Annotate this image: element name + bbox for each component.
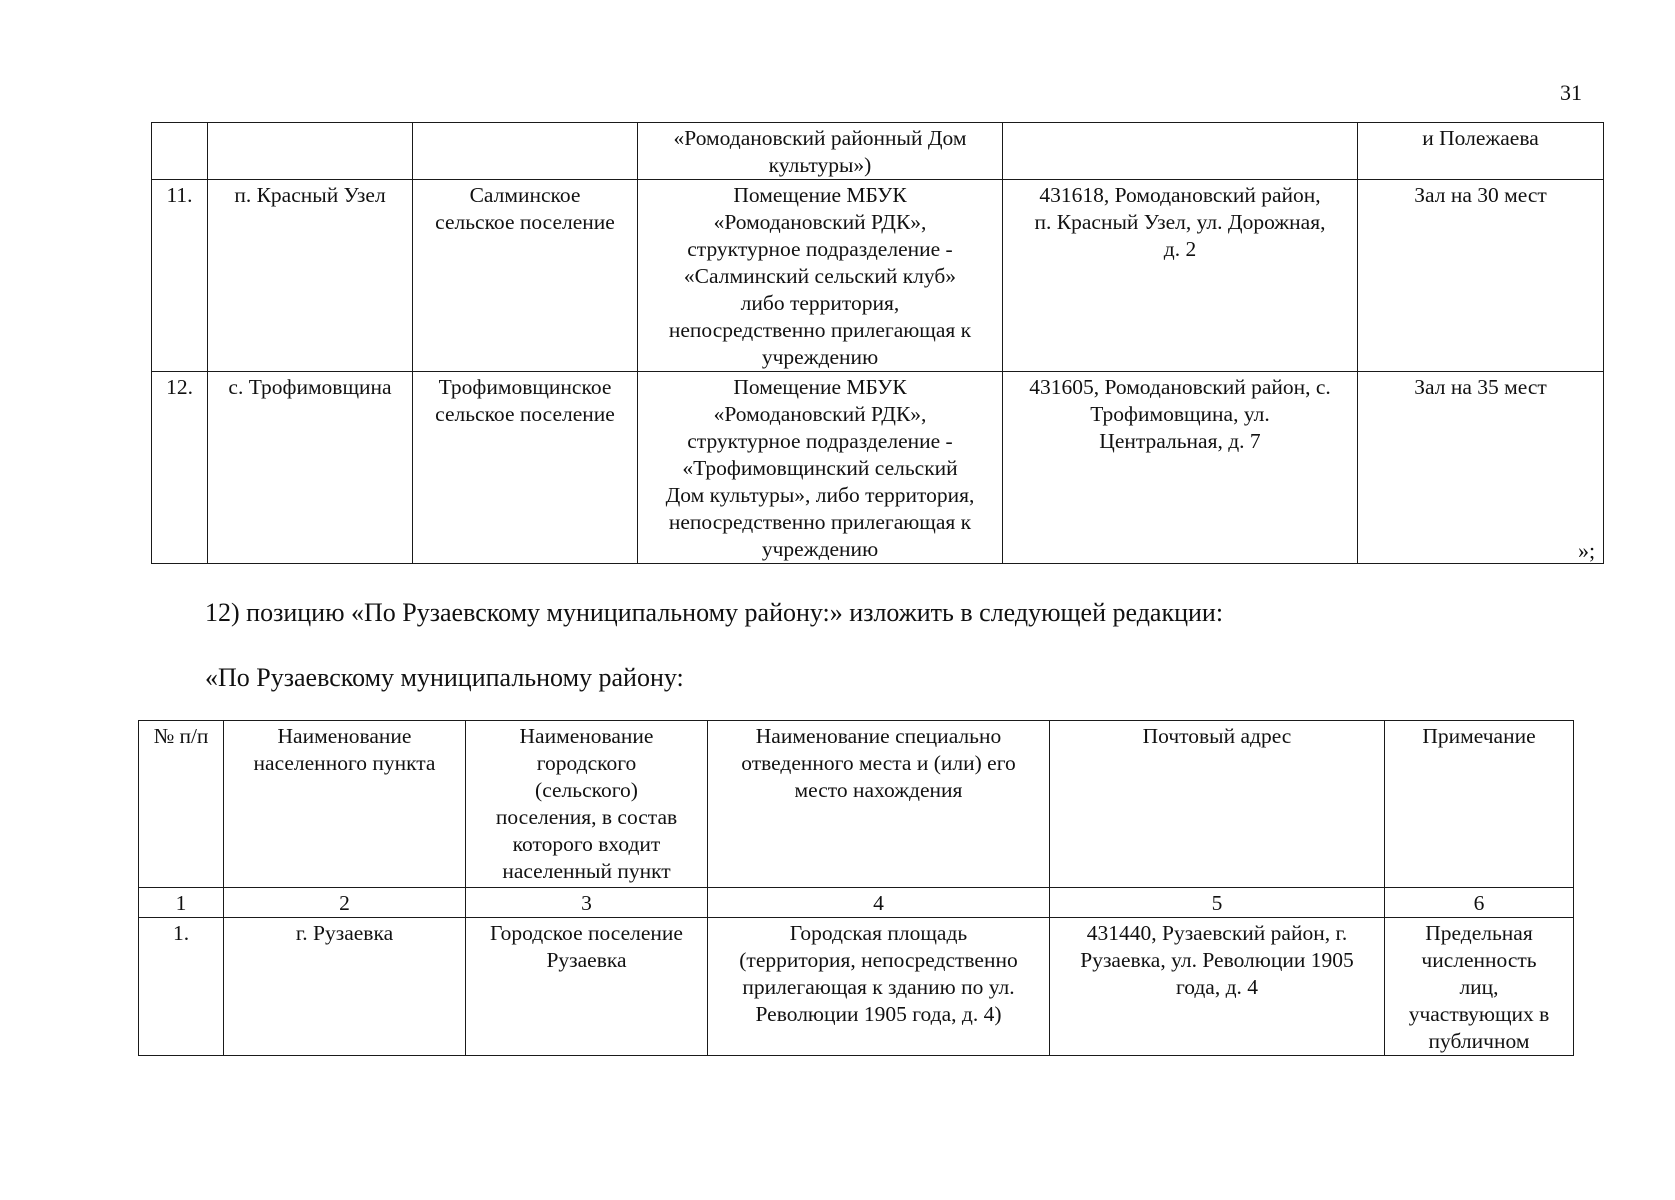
address-cell: 431440, Рузаевский район, г. Рузаевка, ул. Революции 1905 года, д. 4: [1050, 918, 1385, 1056]
note-cell: Предельная численность лиц, участвующих в публичном: [1385, 918, 1574, 1056]
header-number: № п/п: [139, 721, 224, 888]
column-number: 4: [708, 888, 1050, 918]
place-cell: «Ромодановский районный Дом культуры»): [638, 123, 1003, 180]
place-cell: Городская площадь (территория, непосредственно прилегающая к зданию по ул. Революции 1905 года, д. 4): [708, 918, 1050, 1056]
row-number-cell: 11.: [152, 180, 208, 372]
address-cell: 431605, Ромодановский район, с. Трофимовщина, ул. Центральная, д. 7: [1003, 372, 1358, 564]
settlement-cell: [413, 123, 638, 180]
locality-cell: с. Трофимовщина: [208, 372, 413, 564]
table-header-row: [139, 721, 1574, 888]
header-place: Наименование специально отведенного места и (или) его место нахождения: [708, 721, 1050, 888]
row-number-cell: 12.: [152, 372, 208, 564]
column-number-row: [139, 888, 1574, 918]
place-cell: Помещение МБУК «Ромодановский РДК», структурное подразделение - «Салминский сельский клуб» либо территория, непосредственно прилегающая к учреждению: [638, 180, 1003, 372]
place-cell: Помещение МБУК «Ромодановский РДК», структурное подразделение - «Трофимовщинский сельский Дом культуры», либо территория, непосредственно прилегающая к учреждению: [638, 372, 1003, 564]
column-number: 3: [466, 888, 708, 918]
places-table-ruzaevka: [138, 720, 1574, 1056]
column-number: 2: [224, 888, 466, 918]
closing-quote: »;: [1578, 538, 1596, 563]
settlement-cell: Трофимовщинское сельское поселение: [413, 372, 638, 564]
amendment-paragraph: 12) позицию «По Рузаевскому муниципальному району:» изложить в следующей редакции:: [205, 598, 1224, 627]
column-number: 5: [1050, 888, 1385, 918]
places-table-continued: [151, 122, 1604, 564]
settlement-cell: Городское поселение Рузаевка: [466, 918, 708, 1056]
locality-cell: г. Рузаевка: [224, 918, 466, 1056]
table-row: [152, 180, 1604, 372]
note-cell: и Полежаева: [1358, 123, 1604, 180]
column-number: 6: [1385, 888, 1574, 918]
row-number-cell: [152, 123, 208, 180]
header-settlement: Наименование городского (сельского) поселения, в состав которого входит населенный пункт: [466, 721, 708, 888]
locality-cell: [208, 123, 413, 180]
row-number-cell: 1.: [139, 918, 224, 1056]
address-cell: 431618, Ромодановский район, п. Красный Узел, ул. Дорожная, д. 2: [1003, 180, 1358, 372]
table-row: [139, 918, 1574, 1056]
page-number: 31: [1560, 80, 1582, 105]
note-cell: Зал на 30 мест: [1358, 180, 1604, 372]
header-note: Примечание: [1385, 721, 1574, 888]
settlement-cell: Салминское сельское поселение: [413, 180, 638, 372]
locality-cell: п. Красный Узел: [208, 180, 413, 372]
address-cell: [1003, 123, 1358, 180]
note-cell: Зал на 35 мест: [1358, 372, 1604, 564]
header-locality: Наименование населенного пункта: [224, 721, 466, 888]
table-row: [152, 123, 1604, 180]
header-address: Почтовый адрес: [1050, 721, 1385, 888]
column-number: 1: [139, 888, 224, 918]
section-heading: «По Рузаевскому муниципальному району:: [205, 663, 684, 692]
table-row: [152, 372, 1604, 564]
